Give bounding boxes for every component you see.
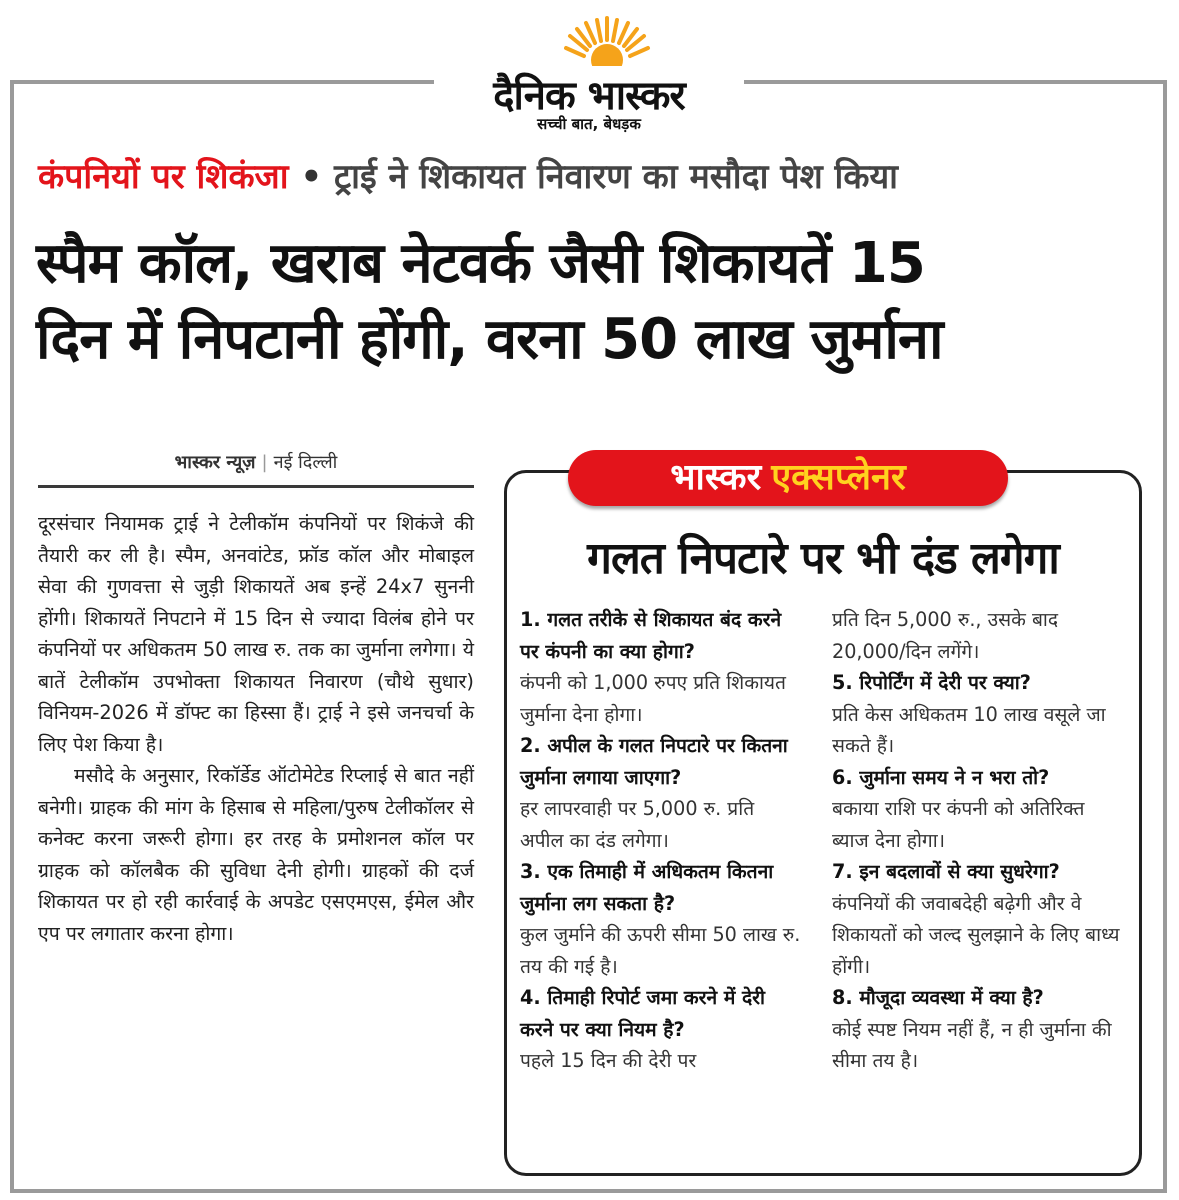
faq-answer: पहले 15 दिन की देरी पर [520, 1049, 697, 1072]
explainer-badge-part-1: भास्कर [670, 457, 762, 498]
explainer-title: गलत निपटारे पर भी दंड लगेगा [587, 533, 1059, 584]
faq-item [520, 982, 802, 1077]
explainer-right-column [832, 604, 1122, 1077]
byline-city: नई दिल्ली [273, 452, 338, 473]
faq-item [520, 856, 802, 982]
masthead-tagline: सच्ची बात, बेधड़क [537, 115, 641, 133]
byline-separator: | [261, 452, 268, 473]
faq-item [832, 982, 1122, 1077]
faq-answer: कोई स्पष्ट नियम नहीं हैं, न ही जुर्माना की सीमा तय है। [832, 1017, 1112, 1072]
faq-question: 5. रिपोर्टिंग में देरी पर क्या? [832, 671, 1031, 694]
faq-answer: कुल जुर्माने की ऊपरी सीमा 50 लाख रु. तय की गई है। [520, 923, 801, 978]
faq-question: 2. अपील के गलत निपटारे पर कितना जुर्माना लगाया जाएगा? [520, 734, 788, 789]
faq-question: 1. गलत तरीके से शिकायत बंद करने पर कंपनी का क्या होगा? [520, 608, 782, 663]
kicker-separator: • [300, 157, 323, 197]
sun-logo-icon [562, 14, 652, 66]
faq-answer: कंपनी को 1,000 रुपए प्रति शिकायत जुर्माना देना होगा। [520, 671, 786, 726]
faq-question: 6. जुर्माना समय ने न भरा तो? [832, 765, 1050, 789]
headline [36, 226, 1151, 378]
byline-source: भास्कर न्यूज़ [174, 452, 256, 473]
masthead-name: दैनिक भास्कर [493, 73, 685, 119]
kicker-text: ट्राई ने शिकायत निवारण का मसौदा पेश किया [334, 157, 898, 197]
faq-question: 3. एक तिमाही में अधिकतम कितना जुर्माना लग सकता है? [520, 860, 774, 915]
headline-line-1: स्पैम कॉल, खराब नेटवर्क जैसी शिकायतें 15 [36, 231, 925, 296]
explainer-left-column [520, 604, 802, 1077]
faq-answer: बकाया राशि पर कंपनी को अतिरिक्त ब्याज देना होगा। [832, 797, 1085, 852]
faq-item [520, 730, 802, 856]
faq-item [832, 856, 1122, 982]
kicker-label: कंपनियों पर शिकंजा [38, 157, 289, 197]
faq-answer: प्रति केस अधिकतम 10 लाख वसूले जा सकते हैं। [832, 702, 1106, 757]
article-body [38, 508, 474, 949]
masthead [434, 14, 744, 132]
article-paragraph-1: दूरसंचार नियामक ट्राई ने टेलीकॉम कंपनियों पर शिकंजे की तैयारी कर ली है। स्पैम, अनवांटेड, फ्रॉड कॉल और मोबाइल सेवा की गुणवत्ता से जुड़ी शिकायतें अब इन्हें 24x7 सुननी होंगी। शिकायतें निपटाने में 15 दिन से ज्यादा विलंब होने पर कंपनियों पर अधिकतम 50 लाख रु. तक का जुर्माना लगेगा। ये बातें टेलीकॉम उपभोक्ता शिकायत निवारण (चौथे सुधार) विनियम-2026 में डॉफ्ट का हिस्सा हैं। ट्राई ने इसे जनचर्चा के लिए पेश किया है। [38, 512, 474, 756]
faq-question: 8. मौजूदा व्यवस्था में क्या है? [832, 986, 1044, 1009]
headline-line-2: दिन में निपटानी होंगी, वरना 50 लाख जुर्माना [36, 307, 943, 372]
byline [38, 446, 474, 488]
explainer-badge [568, 450, 1008, 506]
faq-answer-continuation: प्रति दिन 5,000 रु., उसके बाद 20,000/दिन लगेंगे। [832, 608, 1059, 663]
faq-item [832, 762, 1122, 857]
article-paragraph-2: मसौदे के अनुसार, रिकॉर्डेड ऑटोमेटेड रिप्लाई से बात नहीं बनेगी। ग्राहक की मांग के हिसाब से महिला/पुरुष टेलीकॉलर से कनेक्ट करना जरूरी होगा। हर तरह के प्रमोशनल कॉल पर ग्राहक को कॉलबैक की सुविधा देनी होगी। ग्राहकों की दर्ज शिकायत पर हो रही कार्रवाई के अपडेट एसएमएस, ईमेल और एप पर लगातार करना होगा। [38, 764, 474, 945]
faq-question: 7. इन बदलावों से क्या सुधरेगा? [832, 860, 1060, 883]
faq-answer: कंपनियों की जवाबदेही बढ़ेगी और वे शिकायतों को जल्द सुलझाने के लिए बाध्य होंगी। [832, 891, 1120, 978]
faq-item [832, 667, 1122, 762]
faq-answer: हर लापरवाही पर 5,000 रु. प्रति अपील का दंड लगेगा। [520, 797, 755, 852]
faq-question: 4. तिमाही रिपोर्ट जमा करने में देरी करने पर क्या नियम है? [520, 986, 765, 1041]
kicker [38, 152, 1148, 198]
explainer-badge-part-2: एक्सप्लेनर [771, 457, 906, 498]
faq-item [520, 604, 802, 730]
